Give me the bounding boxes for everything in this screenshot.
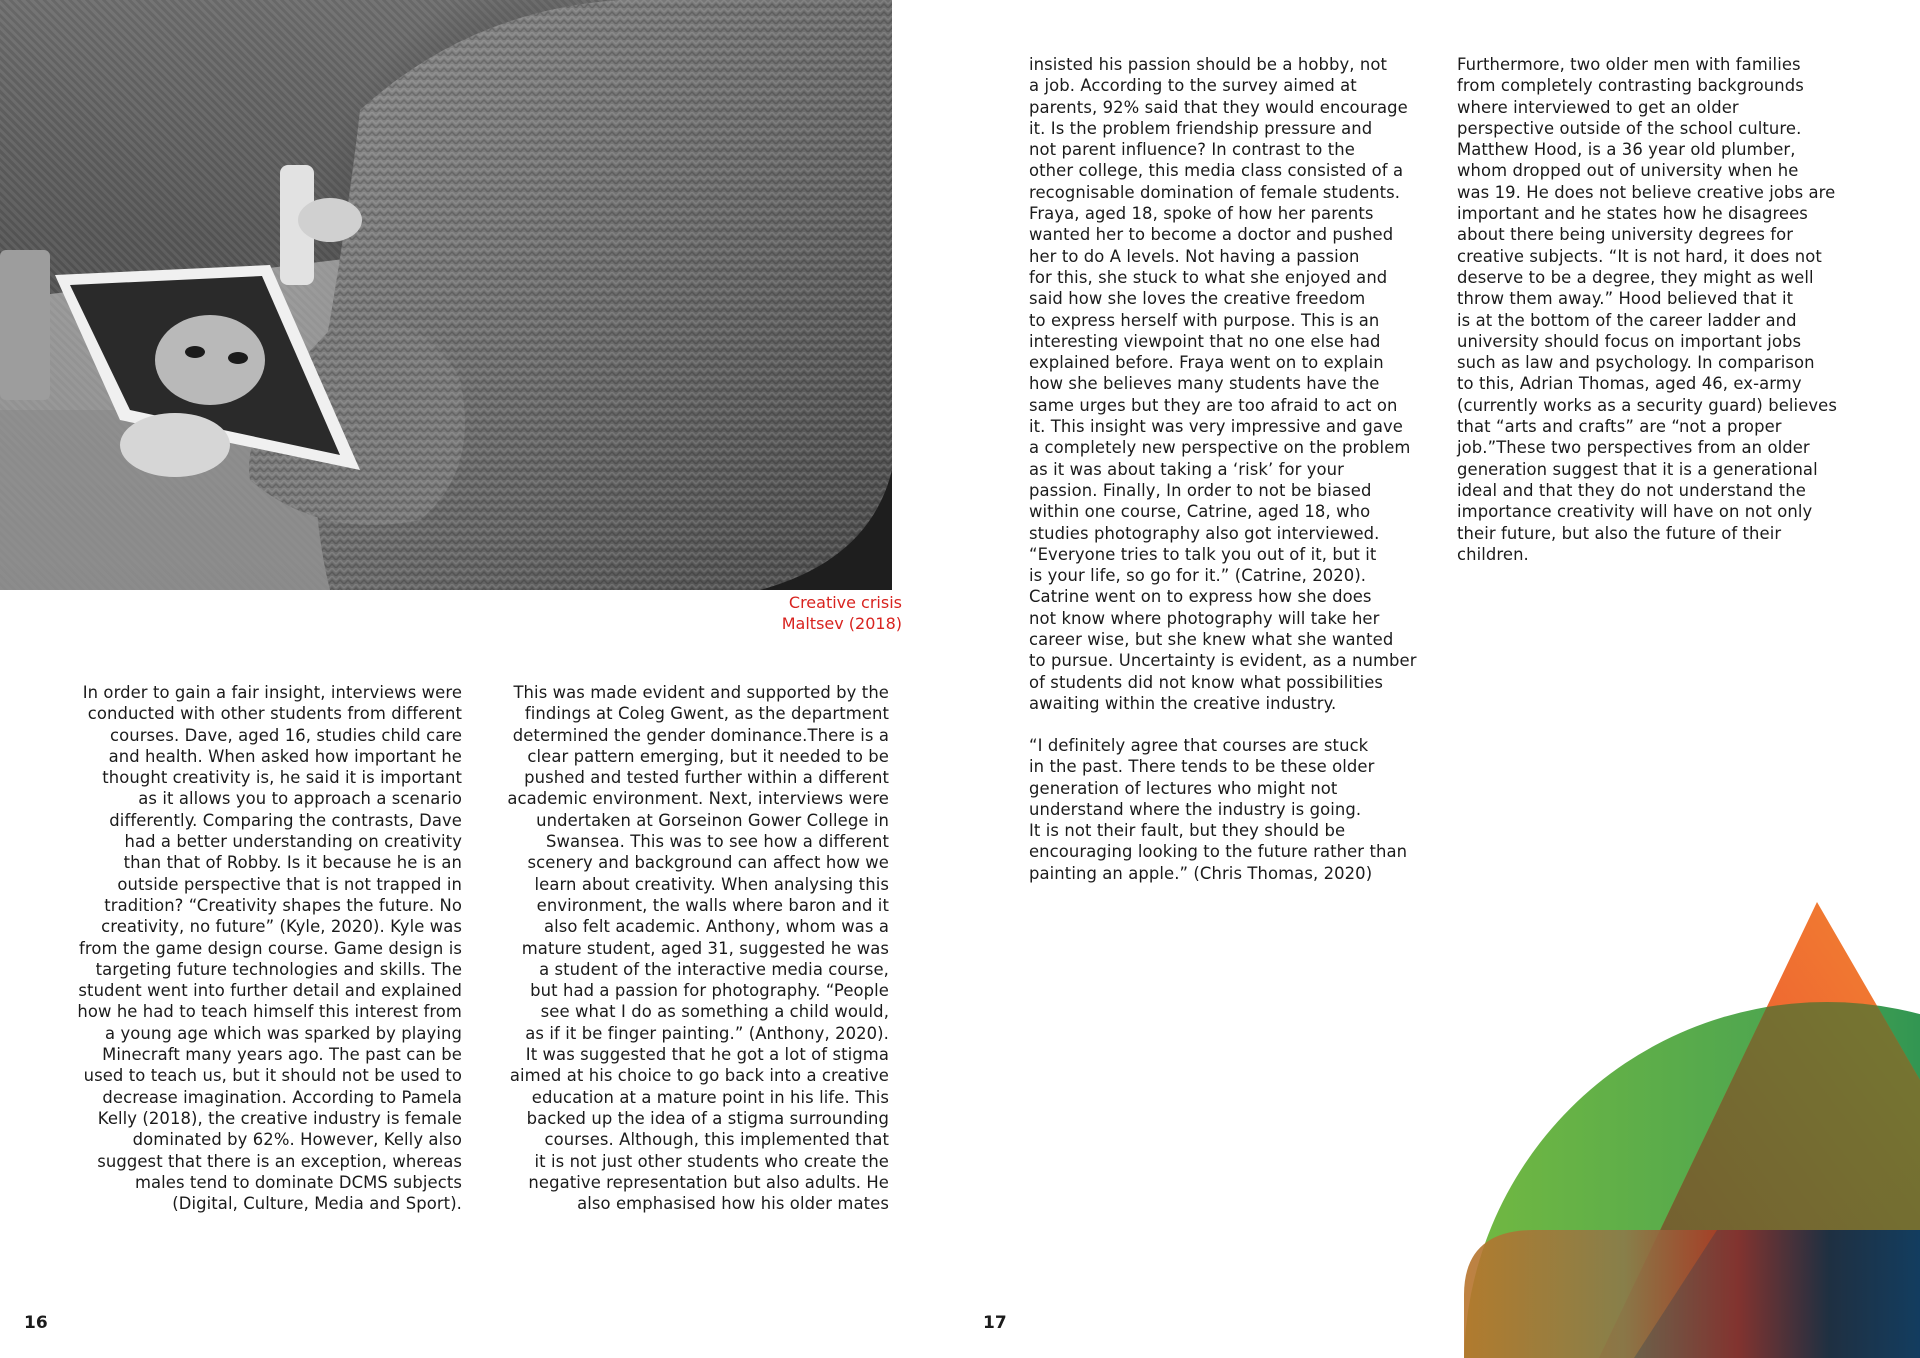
body-text-column-4: Furthermore, two older men with families from completely contrasting backgrounds where interviewed to get an older perspective outside of the school culture. Matthew Hood, is a 36 year old plumber, whom dropped out of university when he was 19. He does not believe creative jobs are important and he states how he disagrees about there being university degrees for creative subjects. “It is not hard, it does not deserve to be a degree, they might as well throw them away.” Hood believed that it is at the bottom of the career ladder and university should focus on important jobs such as law and psychology. In comparison to this, Adrian Thomas, aged 46, ex-army (currently works as a security guard) believes that “arts and crafts” are “not a proper job.”These two perspectives from an older generation suggest that it is a generational ideal and that they do not understand the importance creativity will have on not only their future, but also the future of their children. (1457, 55, 1837, 564)
photo-caption (582, 592, 902, 634)
page-number-right: 17 (983, 1313, 1007, 1333)
body-text-column-2: This was made evident and supported by the findings at Coleg Gwent, as the department determined the gender dominance.There is a clear pattern emerging, but it needed to be pushed and tested further within a different academic environment. Next, interviews were undertaken at Gorseinon Gower College in Swansea. This was to see how a different scenery and background can affect how we learn about creativity. When analysing this environment, the walls where baron and it also felt academic. Anthony, whom was a mature student, aged 31, suggested he was a student of the interactive media course, but had a passion for photography. “People see what I do as something a child would, as if it be finger painting.” (Anthony, 2020). It was suggested that he got a lot of stigma aimed at his choice to go back into a creative education at a mature point in his life. This backed up the idea of a stigma surrounding courses. Although, this implemented that it is not just other students who create the negative representation but also adults. He also emphasised how his older mates (507, 683, 889, 1214)
right-page (960, 0, 1920, 1358)
caption-credit: Maltsev (2018) (781, 614, 902, 633)
pull-quote: “I definitely agree that courses are stuck in the past. There tends to be these older generation of lectures who might not understand where the industry is going. It is not their fault, but they should be encouraging looking to the future rather than painting an apple.” (Chris Thomas, 2020) (1029, 736, 1408, 883)
page-number-left: 16 (24, 1313, 48, 1333)
caption-title: Creative crisis (788, 593, 902, 612)
decorative-shapes (1434, 895, 1920, 1358)
body-text-column-1: In order to gain a fair insight, interviews were conducted with other students from different courses. Dave, aged 16, studies child care and health. When asked how important he thought creativity is, he said it is important as it allows you to approach a scenario differently. Comparing the contrasts, Dave had a better understanding on creativity than that of Robby. Is it because he is an outside perspective that is not trapped in tradition? “Creativity shapes the future. No creativity, no future” (Kyle, 2020). Kyle was from the game design course. Game design is targeting future technologies and skills. The student went into further detail and explained how he had to teach himself this interest from a young age which was sparked by playing Minecraft many years ago. The past can be used to teach us, but it should not be used to decrease imagination. According to Pamela Kelly (2018), the creative industry is female dominated by 62%. However, Kelly also suggest that there is an exception, whereas males tend to dominate DCMS subjects (Digital, Culture, Media and Sport). (77, 683, 462, 1214)
photo-creative-crisis (0, 0, 892, 590)
body-text-column-3: insisted his passion should be a hobby, not a job. According to the survey aimed at parents, 92% said that they would encourage it. Is the problem friendship pressure and not parent influence? In contrast to the other college, this media class consisted of a recognisable domination of female students. Fraya, aged 18, spoke of how her parents wanted her to become a doctor and pushed her to do A levels. Not having a passion for this, she stuck to what she enjoyed and said how she loves the creative freedom to express herself with purpose. This is an interesting viewpoint that no one else had explained before. Fraya went on to explain how she believes many students have the same urges but they are too afraid to act on it. This insight was very impressive and gave a completely new perspective on the problem as it was about taking a ‘risk’ for your passion. Finally, In order to not be biased within one course, Catrine, aged 18, who studies photography also got interviewed. “Everyone tries to talk you out of it, but it is your life, so go for it.” (Catrine, 2020). Catrine went on to express how she does not know where photography will take her career wise, but she knew what she wanted to pursue. Uncertainty is evident, as a number of students did not know what possibilities awaiting within the creative industry. (1029, 55, 1417, 713)
photo-illustration (0, 0, 892, 590)
